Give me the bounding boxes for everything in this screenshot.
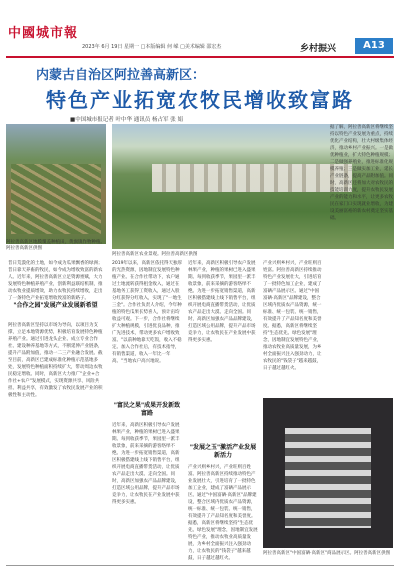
column-2-body: 2019年以来，高新区依托得天独厚的光热资源，因地制宜发展特色种植产业。在合作社带动下，农户通过土地流转获得租金收入，通过在基地务工获得工资收入，通过入股分红获得分红收入，实现了"一地生三金"。合作社负责人介绍，今年种植的特色瓜果长势喜人，预计亩均收益可观。下一步，合作社将继续扩大种植规模，引进优良品种，推广先进技术，带动更多农户增收致富。"以前种地靠天吃饭，收入不稳定。加入合作社后，有技术指导，有销售渠道，收入一年比一年高。"当地农户高兴地说。 bbox=[112, 261, 182, 364]
header-rule bbox=[6, 56, 394, 58]
caption-left: 阿拉善高新区地膜覆盖种植田，黄旗镇作物种植。阿拉善高新区供图 bbox=[6, 240, 105, 251]
column-2-body-b: 近年来，高新区积极引导农户发展林果产业，种植的果树已进入盛果期。每到收获季节，果园里一派丰收景象，前来采摘的游客络绎不绝。为进一步拓宽销售渠道，高新区积极搭建线上线下销售平台，组织开展电商直播带货活动，让优质农产品走出大漠、走向全国。同时，高新区加强农产品品牌建设，打造区域公用品牌，提升产品市场竞争力，让农牧民在产业发展中获得更多实惠。 bbox=[112, 423, 180, 505]
farmland-photo bbox=[6, 124, 106, 244]
article-title: 特色产业拓宽农牧民增收致富路 bbox=[46, 88, 354, 112]
buildings bbox=[152, 164, 352, 192]
subhead-1: "合作之园"发展产业发展新希望 bbox=[13, 302, 98, 309]
subhead-3: "发展之玉"激活产业发展新活力 bbox=[189, 444, 257, 459]
column-3-body-b: 产业兴则乡村兴，产业旺则百姓富。阿拉善高新区持续推动特色产业发展壮大，引进培育了一批特色加工企业，建成了富硒产品展示区。通过"中国富硒·高新区"品牌建设，整合区域内优质农产品资源，统一标准、统一包装、统一销售，有效提升了产品知名度和美誉度。据悉，高新区将继续坚持"生态优先、绿色发展"理念，因地制宜发展特色产业，推动农牧业高质量发展，为乡村全面振兴注入强劲动力，让农牧民的"钱袋子"越来越鼓，日子越过越红火。 bbox=[188, 465, 258, 561]
column-4-body: 产业兴则乡村兴，产业旺则百姓富。阿拉善高新区持续推动特色产业发展壮大，引进培育了一批特色加工企业，建成了富硒产品展示区。通过"中国富硒·高新区"品牌建设，整合区域内优质农产品资源，统一标准、统一包装、统一销售，有效提升了产品知名度和美誉度。据悉，高新区将继续坚持"生态优先、绿色发展"理念，因地制宜发展特色产业，推动农牧业高质量发展，为乡村全面振兴注入强劲动力，让农牧民的"钱袋子"越来越鼓，日子越过越红火。 bbox=[263, 261, 322, 371]
article-kicker: 内蒙古自治区阿拉善高新区： bbox=[36, 68, 206, 83]
caption-main: 阿拉善高新区农业景观。阿拉善高新区供图 bbox=[112, 252, 198, 257]
column-5-body: 据了解，阿拉善高新区将继续坚持以特色产业发展为重点，持续优化产业结构，壮大村级集体经济，推动乡村产业振兴。一是做优种植业，扩大特色种植规模；二是做强养殖业，推进标准化规模养殖；三是做实加工业，延长产业链条，提高产品附加值。同时，高新区还将加大对农牧民的技能培训力度，提升农牧民发展产业的能力和水平，让更多农牧民在家门口实现就业增收，为建设美丽富裕的新农村奠定坚实基础。 bbox=[330, 125, 393, 221]
column-1-body: 阿拉善高新区坚持以市场为导向，以项目为支撑，立足本地资源优势，积极培育发展特色种植养殖产业。通过引进龙头企业、成立专业合作社、建设种养基地等方式，不断延伸产业链条，提升产品附加值，推动一二三产业融合发展。截至目前，高新区已建成标准化种植示范基地多处，发展特色种植面积持续扩大，带动周边农牧民稳定增收。同时，高新区大力推广"企业+合作社+农户"发展模式，实现资源共享、风险共担、利益共享，有效激发了农牧民发展产业的积极性和主动性。 bbox=[8, 323, 103, 398]
caption-bottom-right: 阿拉善高新区"中国富硒·高新区"商品展示区。阿拉善高新区供图 bbox=[263, 551, 391, 556]
article-byline: ■中国城市报记者 叶中华 通讯员 杨占军 张 娟 bbox=[70, 117, 183, 123]
column-3-body: 近年来，高新区积极引导农户发展林果产业，种植的果树已进入盛果期。每到收获季节，果园里一派丰收景象，前来采摘的游客络绎不绝。为进一步拓宽销售渠道，高新区积极搭建线上线下销售平台，组织开展电商直播带货活动，让优质农产品走出大漠、走向全国。同时，高新区加强农产品品牌建设，打造区域公用品牌，提升产品市场竞争力，让农牧民在产业发展中获得更多实惠。 bbox=[188, 261, 256, 343]
mulch-rows bbox=[11, 164, 101, 234]
page-number-badge: A13 bbox=[355, 38, 393, 54]
newspaper-logo: 中國城市報 bbox=[8, 26, 79, 41]
subhead-2: "富民之果"成果开发新致富路 bbox=[113, 402, 181, 417]
bottom-rule bbox=[6, 565, 394, 566]
product-display-photo bbox=[263, 398, 393, 548]
column-1-top: 昔日荒漠化的土地，如今成为瓜果飘香的绿洲；昔日靠天养畜的牧民，如今成为增收致富的新农人。近年来，阿拉善高新区立足资源禀赋，大力发展特色种植养殖产业，创新利益联结机制，推动农牧业提质增效，助力农牧民持续增收，走出了一条特色产业拓宽增收致富的新路子。 bbox=[8, 261, 103, 300]
page-header bbox=[0, 0, 400, 60]
section-name: 乡村振兴 bbox=[300, 44, 337, 54]
display-rack bbox=[285, 428, 371, 528]
dateline: 2023年 6月 19日 星期一 □本版编辑 何 嵘 □美术编辑 邵宏杰 bbox=[82, 44, 222, 50]
